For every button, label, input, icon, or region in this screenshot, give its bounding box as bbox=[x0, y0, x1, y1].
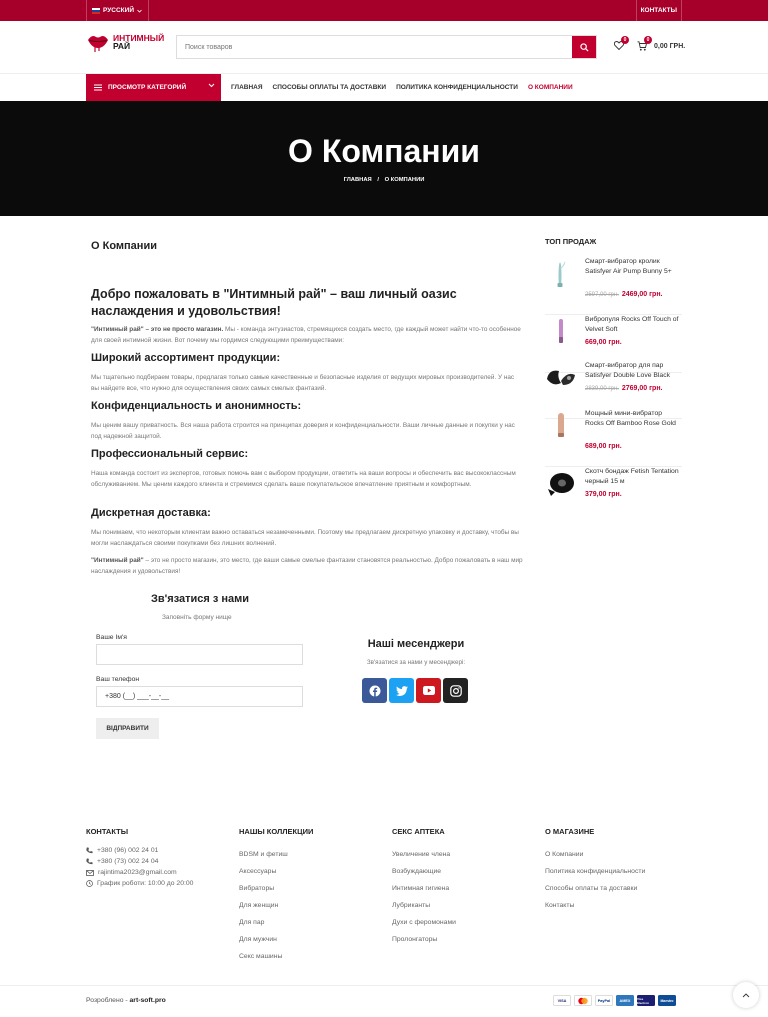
main-content bbox=[91, 240, 523, 575]
instagram-link[interactable] bbox=[443, 678, 468, 703]
paypal-icon: PayPal bbox=[595, 995, 613, 1006]
payment-methods bbox=[553, 995, 676, 1006]
intro-bold: "Интимный рай" – это не просто магазин. bbox=[91, 326, 224, 333]
youtube-icon bbox=[423, 686, 435, 695]
footer-link[interactable]: Лубриканты bbox=[392, 902, 431, 909]
main-nav bbox=[0, 74, 768, 101]
footer-link[interactable]: Вибраторы bbox=[239, 885, 275, 892]
phone-icon bbox=[86, 858, 93, 865]
product-current-price: 689,00 грн. bbox=[585, 443, 622, 450]
twitter-link[interactable] bbox=[389, 678, 414, 703]
footer-about-title: О МАГАЗИНЕ bbox=[545, 827, 595, 836]
intro-text: Мы - команда энтузиастов, стремящихся создать место, где каждый может найти что-то особенное для своей интимной жизни. Вот почему мы гордимся следующими преимуществами: bbox=[91, 326, 521, 344]
product-thumbnail bbox=[545, 361, 577, 393]
product-current-price: 2769,00 грн. bbox=[621, 385, 663, 392]
facebook-icon bbox=[369, 685, 381, 697]
phone-input[interactable]: +380 (__) ___-__-__ bbox=[96, 686, 303, 707]
instagram-icon bbox=[450, 685, 462, 697]
section-text: Наша команда состоит из экспертов, готовых помочь вам с выбором продукции, ответить на ваши вопросы и обеспечить вас высококлассным обслуживанием. Мы ценим каждого клиента и стремимся сделать ваше покупательское впечатление приятным и комфортным. bbox=[91, 470, 516, 488]
footer-link[interactable]: Духи с феромонами bbox=[392, 919, 456, 926]
logo-text bbox=[113, 34, 164, 50]
product-thumbnail bbox=[545, 315, 577, 347]
product-item[interactable] bbox=[545, 257, 682, 315]
footer-apteka bbox=[392, 827, 532, 943]
footer-link[interactable]: Контакты bbox=[545, 902, 575, 909]
section-heading: Профессиональный сервис: bbox=[91, 448, 249, 460]
product-name[interactable]: Скотч бондаж Fetish Tentation черный 15 м bbox=[585, 468, 679, 485]
credit-link[interactable]: art-soft.pro bbox=[129, 997, 166, 1004]
breadcrumb bbox=[0, 177, 768, 183]
language-label: РУССКИЙ bbox=[103, 7, 134, 14]
browse-categories-label: ПРОСМОТР КАТЕГОРИЙ bbox=[108, 84, 187, 91]
wishlist-button[interactable] bbox=[614, 37, 627, 52]
product-current-price: 2469,00 грн. bbox=[621, 291, 663, 298]
intro-paragraph bbox=[91, 324, 523, 346]
footer-link[interactable]: О Компании bbox=[545, 851, 584, 858]
section-heading: Дискретная доставка: bbox=[91, 507, 211, 519]
copyright bbox=[86, 997, 166, 1004]
clock-icon bbox=[86, 880, 93, 887]
chevron-up-icon bbox=[742, 993, 750, 998]
name-input[interactable] bbox=[96, 644, 303, 665]
welcome-heading: Добро пожаловать в "Интимный рай" – ваш личный оазис наслаждения и удовольствия! bbox=[91, 287, 457, 318]
footer-contacts-title: КОНТАКТЫ bbox=[86, 827, 129, 836]
footer-link[interactable]: Способы оплаты та доставки bbox=[545, 885, 638, 892]
nav-item-payment-delivery[interactable]: СПОСОБЫ ОПЛАТЫ ТА ДОСТАВКИ bbox=[272, 84, 387, 91]
cart-button[interactable] bbox=[637, 37, 650, 53]
footer-contacts bbox=[86, 827, 226, 887]
product-old-price: 2839,00 грн. bbox=[585, 386, 619, 392]
top-sales-sidebar bbox=[545, 237, 682, 498]
section-text: Мы тщательно подбираем товары, предлагая только самые качественные и безопасные изделия от ведущих мировых производителей. У нас вы найдете все, что нужно для осуществления своих самых смелых фантазий. bbox=[91, 374, 515, 392]
footer-link[interactable]: Пролонгаторы bbox=[392, 936, 438, 943]
twitter-icon bbox=[396, 686, 408, 696]
wishlist-count-badge: 0 bbox=[621, 36, 629, 44]
product-thumbnail bbox=[545, 257, 577, 289]
phone-label: Ваш телефон bbox=[96, 676, 140, 683]
nav-menu bbox=[231, 74, 573, 101]
product-name[interactable]: Мощный мини-вибратор Rocks Off Bamboo Rose Gold bbox=[585, 410, 676, 427]
breadcrumb-separator: / bbox=[377, 177, 379, 183]
outro-text: – это не просто магазин, это место, где ваши самые смелые фантазии становятся реальностью. Добро пожаловать в наш мир наслаждения и удовольствия! bbox=[91, 557, 523, 575]
phone-icon bbox=[86, 847, 93, 854]
footer-apteka-title: СЕКС АПТЕКА bbox=[392, 827, 445, 836]
contact-form-title: Зв'язатися з нами bbox=[151, 593, 250, 605]
hero-title: О Компании bbox=[288, 133, 480, 169]
sidebar-title: ТОП ПРОДАЖ bbox=[545, 237, 597, 246]
section-heading: Конфиденциальность и анонимность: bbox=[91, 400, 302, 412]
visa-icon: VISA bbox=[553, 995, 571, 1006]
youtube-link[interactable] bbox=[416, 678, 441, 703]
footer-link[interactable]: Увеличение члена bbox=[392, 851, 451, 858]
cart-count-badge: 0 bbox=[644, 36, 652, 44]
breadcrumb-home[interactable]: ГЛАВНАЯ bbox=[343, 177, 372, 183]
mastercard-icon bbox=[574, 995, 592, 1006]
section-text: Мы ценим вашу приватность. Вся наша работа строится на принципах доверия и конфиденциальности. Ваши личные данные и покупки у нас под надежной защитой. bbox=[91, 422, 515, 440]
contact-form-subtitle: Заповніть форму нище bbox=[162, 614, 232, 621]
logo-line-1: ИНТИМНЫЙ bbox=[113, 33, 165, 43]
outro-bold: "Интимный рай" bbox=[91, 557, 144, 564]
product-item[interactable] bbox=[545, 467, 682, 525]
working-hours: График роботи: 10:00 до 20:00 bbox=[97, 880, 194, 887]
top-bar bbox=[0, 0, 768, 21]
social-links bbox=[362, 678, 468, 703]
search-icon bbox=[580, 43, 589, 52]
product-name[interactable]: Смарт-вибратор для пар Satisfyer Double Love Black bbox=[585, 362, 671, 379]
footer-link[interactable]: Интимная гигиена bbox=[392, 885, 450, 892]
phone-number: +380 (96) 002 24 01 bbox=[97, 847, 159, 854]
outro-paragraph bbox=[91, 555, 523, 577]
name-label: Ваше Ім'я bbox=[96, 634, 127, 641]
page-hero bbox=[0, 101, 768, 216]
email-address: rajintima2023@gmail.com bbox=[98, 869, 177, 876]
footer-link[interactable]: Для мужчин bbox=[239, 936, 277, 943]
product-thumbnail bbox=[545, 467, 577, 499]
contacts-link[interactable]: КОНТАКТЫ bbox=[636, 0, 682, 21]
russian-flag-icon bbox=[92, 8, 100, 14]
footer-link[interactable]: Возбуждающие bbox=[392, 868, 442, 875]
browse-categories-button[interactable] bbox=[86, 74, 221, 101]
footer-phone-1[interactable] bbox=[86, 847, 158, 854]
amex-icon: AMEX bbox=[616, 995, 634, 1006]
footer-hours bbox=[86, 880, 193, 887]
product-old-price: 2597,00 грн. bbox=[585, 292, 619, 298]
footer-link[interactable]: Для женщин bbox=[239, 902, 279, 909]
site-header bbox=[0, 21, 768, 74]
submit-button[interactable]: ВІДПРАВИТИ bbox=[96, 718, 159, 739]
footer-link[interactable]: Секс машины bbox=[239, 953, 283, 960]
product-item[interactable] bbox=[545, 409, 682, 467]
section-text: Мы понимаем, что некоторым клиентам важно оставаться незамеченными. Поэтому мы предлагаем дискретную упаковку и доставку, чтобы вы могли наслаждаться своими покупками без лишних волнений. bbox=[91, 529, 519, 547]
section-heading: Широкий ассортимент продукции: bbox=[91, 352, 281, 364]
footer-email[interactable] bbox=[86, 869, 177, 876]
search-input[interactable] bbox=[177, 36, 572, 58]
chevron-down-icon bbox=[137, 9, 142, 13]
product-name[interactable]: Смарт-вибратор кролик Satisfyer Air Pump Bunny 5+ bbox=[585, 258, 672, 275]
footer-about bbox=[545, 827, 685, 909]
messengers-title: Наші месенджери bbox=[367, 638, 465, 650]
visa-electron-icon: Visa Electron bbox=[637, 995, 655, 1006]
nav-item-privacy-policy[interactable]: ПОЛИТИКА КОНФИДЕНЦИАЛЬНОСТИ bbox=[396, 84, 518, 91]
facebook-link[interactable] bbox=[362, 678, 387, 703]
product-price bbox=[585, 385, 663, 392]
chevron-down-icon bbox=[208, 83, 215, 88]
footer-divider bbox=[0, 985, 768, 986]
messengers-subtitle: Зв'язатися за нами у месенджері: bbox=[366, 659, 466, 666]
footer-collections bbox=[239, 827, 379, 960]
scroll-to-top-button[interactable] bbox=[733, 982, 759, 1008]
logo-line-2: РАЙ bbox=[113, 41, 131, 51]
footer-link[interactable]: Для пар bbox=[239, 919, 265, 926]
maestro-icon: Maestro bbox=[658, 995, 676, 1006]
search-bar bbox=[176, 35, 597, 59]
search-button[interactable] bbox=[572, 36, 596, 58]
envelope-icon bbox=[86, 870, 94, 876]
lips-logo-icon bbox=[86, 31, 110, 53]
footer-link[interactable]: Политика конфиденциальности bbox=[545, 868, 646, 875]
product-name[interactable]: Вибропуля Rocks Off Touch of Velvet Soft bbox=[585, 316, 679, 333]
product-current-price: 379,00 грн. bbox=[585, 491, 622, 498]
site-logo[interactable] bbox=[86, 31, 164, 53]
product-price bbox=[585, 291, 663, 298]
phone-number: +380 (73) 002 24 04 bbox=[97, 858, 159, 865]
footer-link[interactable]: BDSM и фетиш bbox=[239, 851, 288, 858]
page-title: О Компании bbox=[91, 240, 157, 252]
mastercard-circles bbox=[577, 997, 589, 1005]
footer-collections-title: НАШЫ КОЛЛЕКЦИИ bbox=[239, 827, 314, 836]
nav-item-home[interactable]: ГЛАВНАЯ bbox=[231, 84, 263, 91]
product-current-price: 669,00 грн. bbox=[585, 339, 622, 346]
cart-total[interactable]: 0,00 ГРН. bbox=[654, 43, 686, 50]
footer-phone-2[interactable] bbox=[86, 858, 158, 865]
hamburger-icon bbox=[94, 84, 102, 91]
language-switcher[interactable] bbox=[86, 0, 149, 21]
nav-item-about[interactable]: О КОМПАНИИ bbox=[527, 84, 573, 91]
product-thumbnail bbox=[545, 409, 577, 441]
footer-link[interactable]: Аксессуары bbox=[239, 868, 277, 875]
breadcrumb-current: О КОМПАНИИ bbox=[384, 177, 425, 183]
credit-prefix: Розроблено - bbox=[86, 997, 130, 1004]
